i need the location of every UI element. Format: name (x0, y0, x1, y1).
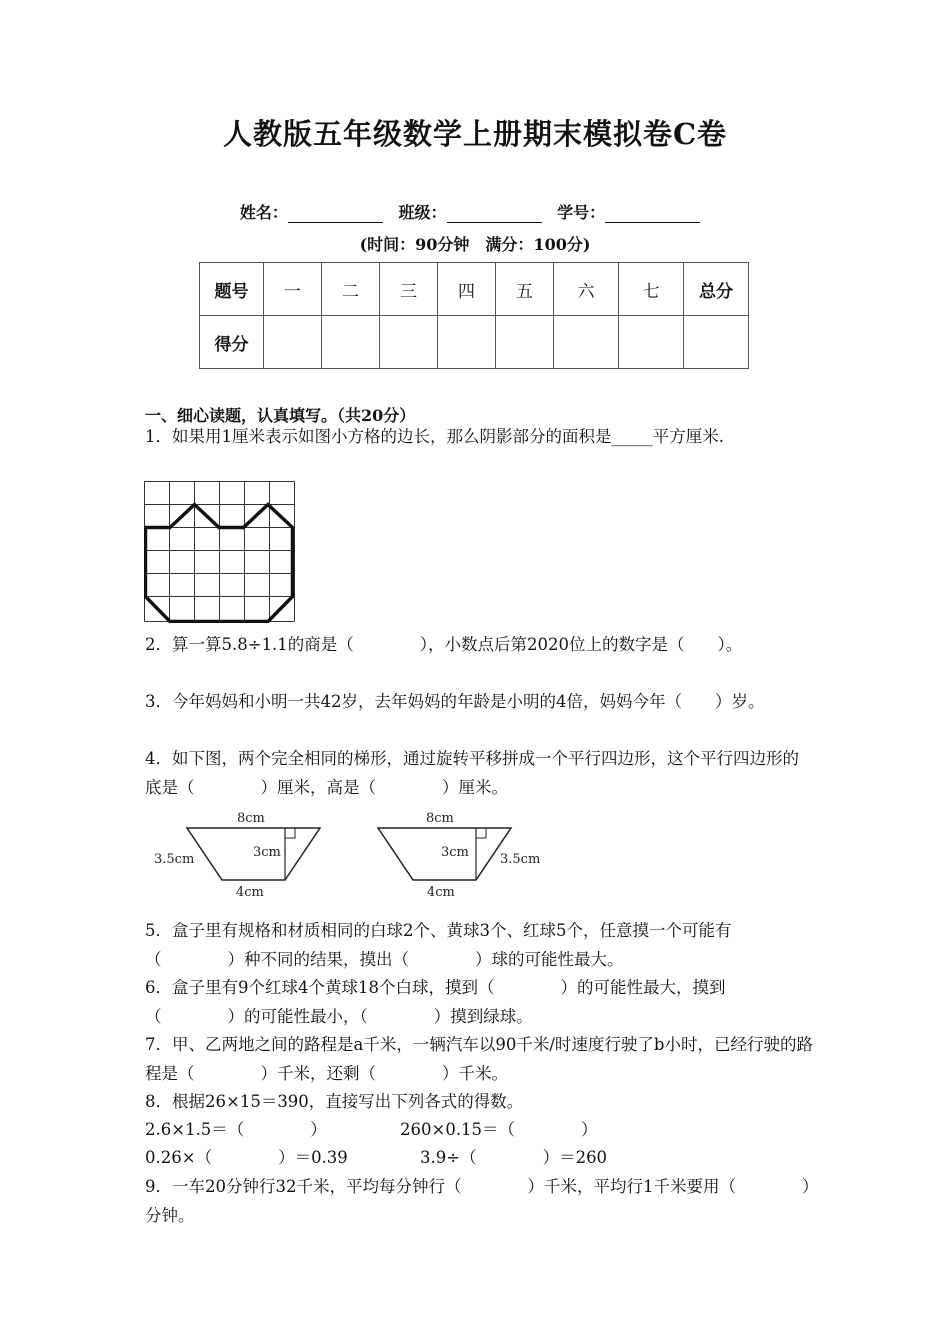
time-info: (时间：90分钟 满分：100分) (359, 235, 591, 254)
question-5: 5．盒子里有规格和材质相同的白球2个、黄球3个、红球5个，任意摸一个可能有（ ）种不同的结果，摸出（ ）球的可能性最大。 (145, 921, 732, 969)
score-cell[interactable] (554, 316, 619, 369)
section-heading: 一、细心读题，认真填写。（共20分） (145, 406, 416, 425)
score-header-cell: 五 (496, 263, 554, 316)
score-cell[interactable] (684, 316, 749, 369)
question-8d: 3.9÷（ ）＝260 (420, 1148, 608, 1167)
question-4: 4．如下图，两个完全相同的梯形，通过旋转平移拼成一个平行四边形，这个平行四边形的底是（ ）厘米，高是（ ）厘米。 (145, 749, 799, 797)
score-cell[interactable] (496, 316, 554, 369)
label-height: 3cm (253, 845, 281, 860)
trapezoid-right (378, 811, 540, 900)
page-title: 人教版五年级数学上册期末模拟卷C卷 (222, 117, 728, 151)
score-header-cell: 六 (554, 263, 619, 316)
trapezoid-figure (150, 808, 550, 903)
score-header-cell: 三 (380, 263, 438, 316)
score-cell[interactable] (380, 316, 438, 369)
score-cell[interactable] (438, 316, 496, 369)
question-8: 8．根据26×15＝390，直接写出下列各式的得数。 (145, 1092, 524, 1111)
score-header-cell: 七 (619, 263, 684, 316)
question-3: 3．今年妈妈和小明一共42岁，去年妈妈的年龄是小明的4倍，妈妈今年（ ）岁。 (145, 692, 765, 711)
grid-figure (144, 481, 296, 623)
score-header-cell: 总分 (684, 263, 749, 316)
label-leg: 3.5cm (154, 852, 195, 867)
shaded-shape-outline (145, 505, 292, 622)
id-label: 学号： (557, 203, 606, 222)
trapezoid-left (154, 811, 320, 900)
score-row (200, 316, 749, 369)
question-8a: 2.6×1.5＝（ ） (145, 1120, 327, 1139)
label-height: 3cm (441, 845, 469, 860)
label-leg: 3.5cm (500, 852, 541, 867)
id-blank[interactable] (605, 204, 700, 223)
question-8b: 260×0.15＝（ ） (400, 1120, 598, 1139)
score-header-cell: 四 (438, 263, 496, 316)
question-9: 9．一车20分钟行32千米，平均每分钟行（ ）千米，平均行1千米要用（ ）分钟。 (145, 1177, 811, 1225)
score-cell[interactable] (619, 316, 684, 369)
label-bottom: 4cm (427, 885, 455, 900)
score-header-cell: 题号 (200, 263, 264, 316)
label-bottom: 4cm (236, 885, 264, 900)
score-cell[interactable] (264, 316, 322, 369)
student-info (0, 200, 950, 223)
score-header-row (200, 263, 749, 316)
name-blank[interactable] (288, 204, 383, 223)
class-blank[interactable] (447, 204, 542, 223)
question-6: 6．盒子里有9个红球4个黄球18个白球，摸到（ ）的可能性最大，摸到（ ）的可能性最小，（ ）摸到绿球。 (145, 978, 726, 1026)
label-top: 8cm (426, 811, 454, 826)
question-7: 7．甲、乙两地之间的路程是a千米，一辆汽车以90千米/时速度行驶了b小时，已经行驶的路程是（ ）千米，还剩（ ）千米。 (145, 1035, 813, 1083)
label-top: 8cm (237, 811, 265, 826)
score-table (199, 262, 749, 369)
class-label: 班级： (398, 203, 447, 222)
name-label: 姓名： (239, 203, 288, 222)
score-header-cell: 一 (264, 263, 322, 316)
question-8c: 0.26×（ ）＝0.39 (145, 1148, 348, 1167)
score-header-cell: 二 (322, 263, 380, 316)
question-2: 2．算一算5.8÷1.1的商是（ ），小数点后第2020位上的数字是（ ）。 (145, 635, 743, 654)
score-row-label: 得分 (200, 316, 264, 369)
score-cell[interactable] (322, 316, 380, 369)
question-1: 1．如果用1厘米表示如图小方格的边长，那么阴影部分的面积是_____平方厘米. (145, 427, 724, 446)
